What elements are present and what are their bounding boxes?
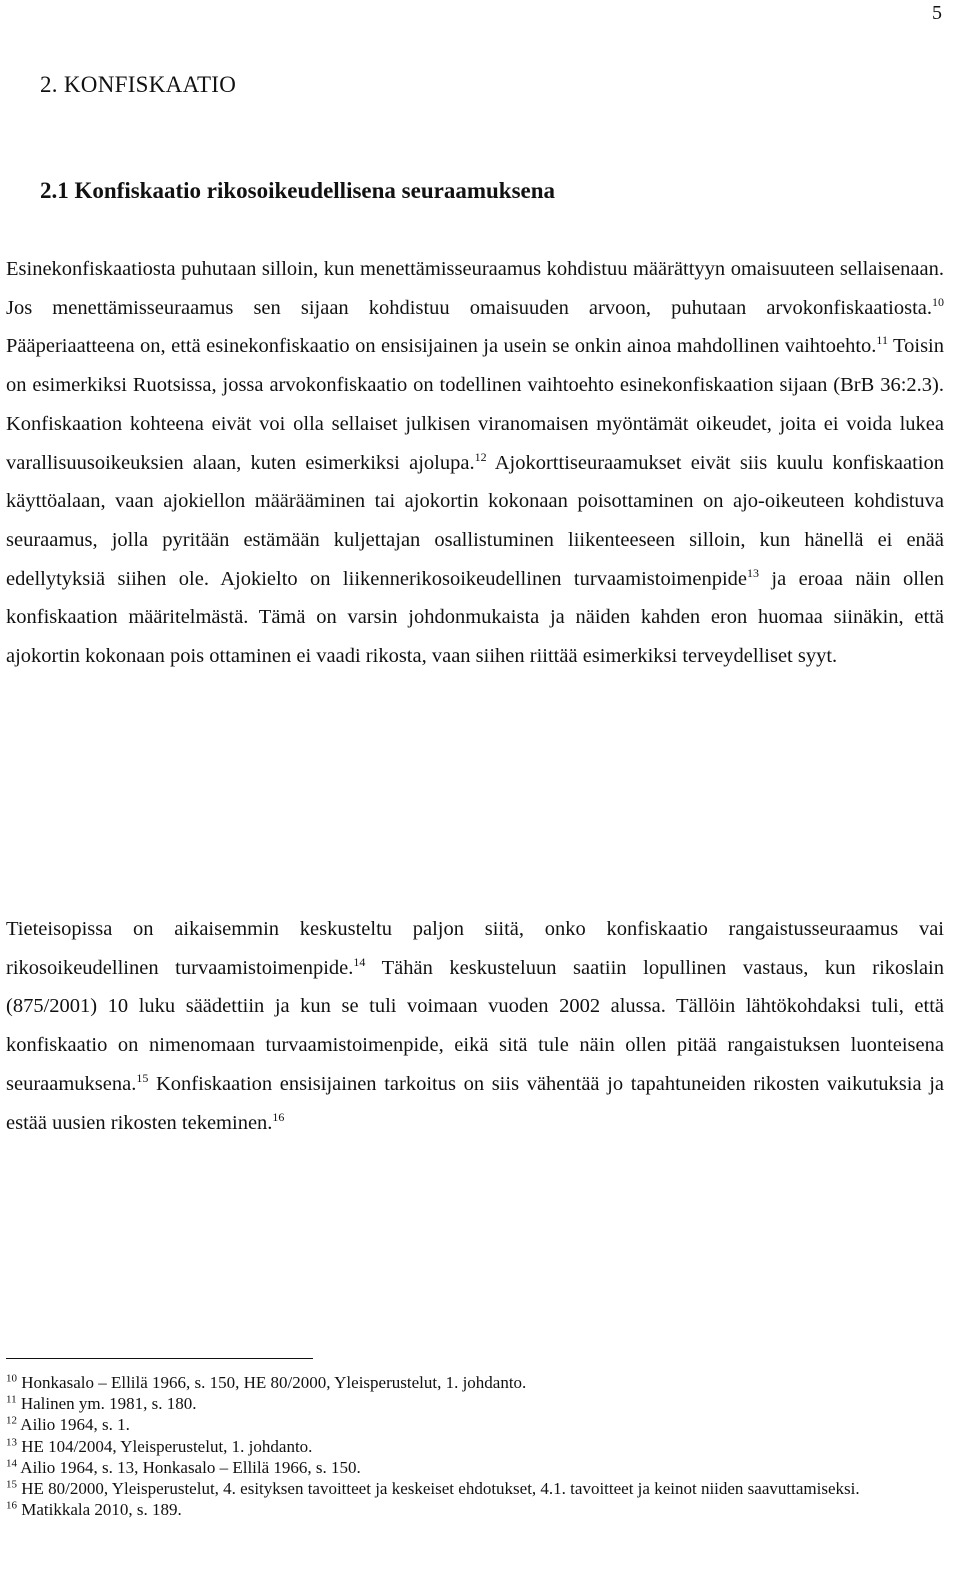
paragraph-1 [6,250,944,676]
footnote-number: 13 [6,1435,17,1448]
footnote [6,1457,944,1478]
footnote-number: 10 [6,1372,17,1385]
paragraph-text: Ajokorttiseuraamukset eivät siis kuulu konfiskaation käyttöalaan, vaan ajokiellon määrääminen tai ajokortin kokonaan poisottaminen on ajo-oikeuteen kohdistuva seuraamus, jolla pyritään estämään kuljettajan osallistuminen liikenteeseen silloin, kun hänellä ei enää edellytyksiä siihen ole. Ajokielto on liikennerikosoikeudellinen turvaamistoimenpide [6,451,944,590]
paragraph-text: Toisin on esimerkiksi Ruotsissa, jossa arvokonfiskaatio on todellinen vaihtoehto esinekonfiskaation sijaan (BrB 36:2.3). Konfiskaation kohteena eivät voi olla sellaiset julkisen viranomaisen myöntämät oikeudet, joita ei voida lukea varallisuusoikeuksien alaan, kuten esimerkiksi ajolupa. [6,335,944,474]
paragraph-text: ja eroaa näin ollen konfiskaation määritelmästä. Tämä on varsin johdonmukaista ja näiden kahden eron huomaa siinäkin, että ajokortin kokonaan pois ottaminen ei vaadi rikosta, vaan siihen riittää esimerkiksi terveydelliset syyt. [6,567,944,668]
footnote-text: Ailio 1964, s. 1. [17,1415,130,1435]
section-heading: 2.1 Konfiskaatio rikosoikeudellisena seuraamuksena [40,178,556,203]
footnote-ref[interactable]: 15 [136,1070,149,1085]
paragraph-text: Pääperiaatteena on, että esinekonfiskaatio on ensisijainen ja usein se onkin ainoa mahdollinen vaihtoehto. [6,335,877,358]
footnote-number: 12 [6,1414,17,1427]
footnote-ref[interactable]: 10 [932,294,944,309]
footnote-number: 14 [6,1457,17,1470]
footnote-text: Honkasalo – Ellilä 1966, s. 150, HE 80/2000, Yleisperustelut, 1. johdanto. [17,1373,527,1392]
footnote [6,1372,944,1393]
footnote-text: Halinen ym. 1981, s. 180. [16,1394,197,1414]
paragraph-text: Tähän keskusteluun saatiin lopullinen vastaus, kun rikoslain (875/2001) 10 luku säädettiin ja kun se tuli voimaan vuoden 2002 alussa. Tällöin lähtökohdaksi tuli, että konfiskaatio on nimenomaan turvaamistoimenpide, eikä sitä tule näin ollen pitää rangaistuksen luonteisena seuraamuksena. [6,956,944,1095]
footnote-number: 16 [6,1499,17,1512]
footnote [6,1436,944,1457]
footnote-separator [6,1358,313,1359]
footnote [6,1499,944,1520]
footnote-ref[interactable]: 12 [474,449,487,464]
footnote-text: HE 104/2004, Yleisperustelut, 1. johdanto. [17,1436,313,1456]
footnote [6,1393,944,1414]
footnote [6,1478,944,1499]
paragraph-text: Tieteisopissa on aikaisemmin keskusteltu paljon siitä, onko konfiskaatio rangaistusseuraamus vai rikosoikeudellinen turvaamistoimenpide. [6,918,944,979]
footnote-text: Matikkala 2010, s. 189. [17,1500,182,1520]
footnote-ref[interactable]: 11 [876,333,888,348]
footnote-text: Ailio 1964, s. 13, Honkasalo – Ellilä 1966, s. 150. [17,1457,361,1477]
footnote-number: 15 [6,1478,17,1491]
footnotes [6,1372,944,1520]
footnote-text: HE 80/2000, Yleisperustelut, 4. esityksen tavoitteet ja keskeiset ehdotukset, 4.1. tavoitteet ja keinot niiden saavuttamiseksi. [17,1479,860,1499]
paragraph-text: Konfiskaation ensisijainen tarkoitus on siis vähentää jo tapahtuneiden rikosten vaikutuksia ja estää uusien rikosten tekeminen. [6,1072,944,1134]
page-number: 5 [932,2,942,24]
paragraph-text: Esinekonfiskaatiosta puhutaan silloin, kun menettämisseuraamus kohdistuu määrättyyn omaisuuteen sellaisenaan. Jos menettämisseuraamus sen sijaan kohdistuu omaisuuden arvoon, puhutaan arvokonfiskaatiosta. [6,258,944,319]
chapter-heading: 2. KONFISKAATIO [40,72,237,97]
footnote-number: 11 [6,1393,17,1406]
footnote [6,1414,944,1435]
footnote-ref[interactable]: 16 [272,1109,285,1124]
footnote-ref[interactable]: 13 [747,565,759,580]
footnote-ref[interactable]: 14 [353,954,366,969]
paragraph-2 [6,910,944,1142]
